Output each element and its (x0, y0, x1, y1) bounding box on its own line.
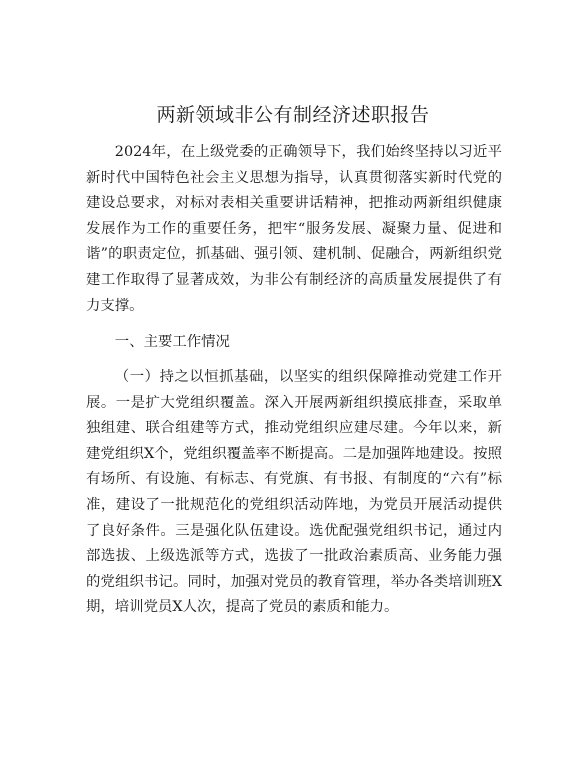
intro-paragraph: 2024年，在上级党委的正确领导下，我们始终坚持以习近平新时代中国特色社会主义思想为指导，认真贯彻落实新时代党的建设总要求，对标对表相关重要讲话精神，把推动两新组织健康发展作为工作的重要任务，把牢“服务发展、凝聚力量、促进和谐”的职责定位，抓基础、强引领、建机制、促融合，两新组织党建工作取得了显著成效，为非公有制经济的高质量发展提供了有力支撑。 (86, 144, 502, 314)
section-heading: 一、主要工作情况 (114, 334, 230, 350)
document-title: 两新领域非公有制经济述职报告 (156, 104, 430, 126)
section-paragraph: （一）持之以恒抓基础，以坚实的组织保障推动党建工作开展。一是扩大党组织覆盖。深入开展两新组织摸底排查，采取单独组建、联合组建等方式，推动党组织应建尽建。今年以来，新建党组织X个，党组织覆盖率不断提高。二是加强阵地建设。按照有场所、有设施、有标志、有党旗、有书报、有制度的“六有”标准，建设了一批规范化的党组织活动阵地，为党员开展活动提供了良好条件。三是强化队伍建设。选优配强党组织书记，通过内部选拔、上级选派等方式，选拔了一批政治素质高、业务能力强的党组织书记。同时，加强对党员的教育管理，举办各类培训班X期，培训党员X人次，提高了党员的素质和能力。 (86, 369, 502, 616)
